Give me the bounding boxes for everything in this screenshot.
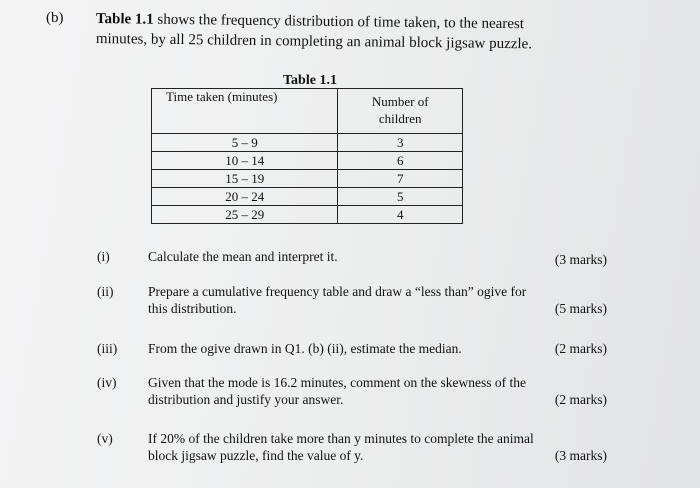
question-text (148, 248, 606, 265)
count-cell: 7 (338, 170, 463, 188)
table-header-row (152, 89, 463, 134)
table-row (152, 188, 463, 206)
question-line-1: If 20% of the children take more than y minutes to complete the animal (148, 431, 534, 446)
question-line-2: distribution and justify your answer. (148, 392, 344, 407)
question-number: (i) (97, 249, 110, 264)
time-cell: 15 – 19 (152, 170, 338, 188)
question-marks: (3 marks) (554, 252, 607, 267)
question-number: (iv) (97, 375, 117, 390)
question-number: (v) (97, 431, 113, 446)
time-cell: 10 – 14 (152, 152, 338, 170)
count-cell: 4 (338, 206, 463, 224)
header-number-of: Number of (371, 94, 429, 109)
count-cell: 3 (338, 134, 463, 152)
question-line-1: Calculate the mean and interpret it. (148, 249, 338, 264)
table-row (152, 206, 463, 224)
table-row (152, 134, 463, 152)
intro-line-1 (96, 11, 524, 33)
intro-table-ref: Table 1.1 (95, 11, 154, 28)
question-line-1: Prepare a cumulative frequency table and draw a “less than” ogive for (148, 284, 527, 299)
question-text (148, 340, 606, 357)
table-row (152, 170, 463, 188)
question-marks: (5 marks) (554, 301, 607, 316)
intro-line-2: minutes, by all 25 children in completing an animal block jigsaw puzzle. (95, 31, 533, 53)
question-number: (iii) (97, 341, 118, 356)
question-number: (ii) (97, 284, 114, 299)
header-time-taken: Time taken (minutes) (152, 89, 338, 134)
table-row (152, 152, 463, 170)
time-cell: 25 – 29 (152, 206, 338, 224)
count-cell: 5 (338, 188, 463, 206)
header-number-of-children (338, 89, 463, 134)
question-line-2: block jigsaw puzzle, find the value of y. (148, 448, 364, 463)
question-marks: (2 marks) (554, 341, 607, 356)
time-cell: 20 – 24 (152, 188, 338, 206)
count-cell: 6 (338, 152, 463, 170)
header-children: children (378, 111, 422, 126)
question-line-1: From the ogive drawn in Q1. (b) (ii), estimate the median. (148, 341, 462, 356)
intro-line-1-text: shows the frequency distribution of time taken, to the nearest (153, 11, 525, 33)
question-marks: (3 marks) (554, 448, 607, 463)
question-line-2: this distribution. (148, 301, 237, 316)
table-caption: Table 1.1 (283, 73, 337, 88)
frequency-table (151, 88, 463, 224)
question-marks: (2 marks) (554, 392, 607, 407)
question-line-1: Given that the mode is 16.2 minutes, comment on the skewness of the (148, 375, 526, 390)
part-label: (b) (46, 10, 64, 26)
time-cell: 5 – 9 (152, 134, 338, 152)
